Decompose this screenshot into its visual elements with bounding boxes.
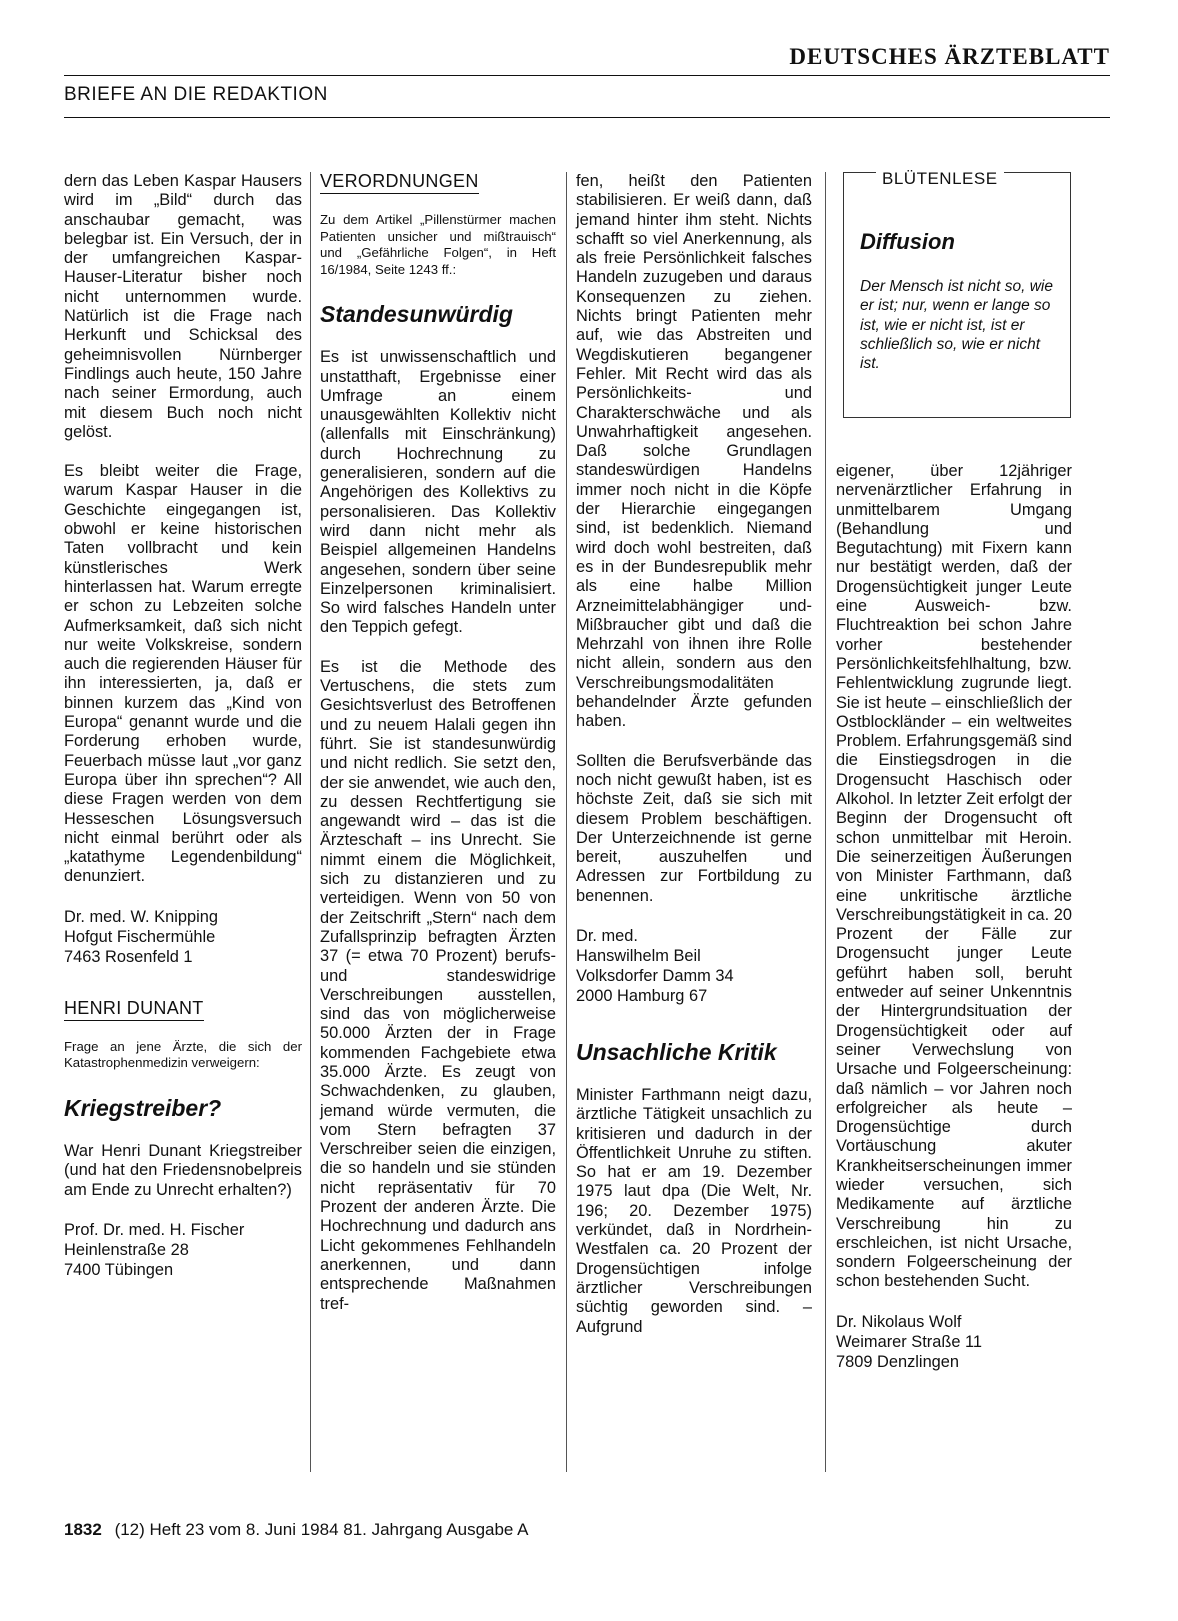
- issue-info: (12) Heft 23 vom 8. Juni 1984 81. Jahrgang Ausgabe A: [114, 1520, 529, 1539]
- signature-line: Prof. Dr. med. H. Fischer: [64, 1220, 245, 1239]
- signature-line: Hofgut Fischermühle: [64, 927, 216, 946]
- paragraph: Es bleibt weiter die Frage, warum Kaspar Hauser in die Geschichte eingegangen ist, obwohl er keine historischen Taten vollbracht und kein künstlerisches Werk hinterlassen hat. Warum erregte er schon zu Lebzeiten solche Aufmerksamkeit, daß sich nicht nur weite Volkskreise, sondern auch die regierenden Häuser für ihn interessierten, ja, daß er binnen kurzem das „Kind von Europa“ genannt wurde und die Forderung erhoben wurde, Feuerbach müsse laut „vor ganz Europa über ihn sprechen“? All diese Fragen werden von dem Hesseschen Lösungsversuch nicht einmal berührt oder als „katathyme Legendenbildung“ denunziert.: [64, 462, 302, 886]
- section-title: BRIEFE AN DIE REDAKTION: [64, 84, 328, 105]
- masthead-rule: [64, 75, 1110, 76]
- column-2: [320, 172, 556, 1334]
- signature-line: Dr. med.: [576, 926, 638, 945]
- signature-line: Dr. Nikolaus Wolf: [836, 1312, 962, 1331]
- signature-line: Hanswilhelm Beil: [576, 946, 701, 965]
- page-footer: [64, 1520, 529, 1540]
- paragraph: War Henri Dunant Kriegstreiber (und hat den Friedensnobelpreis am Ende zu Unrecht erhalten?): [64, 1141, 302, 1199]
- section-rule: [64, 117, 1110, 118]
- signature-line: Weimarer Straße 11: [836, 1332, 983, 1351]
- signature-line: Dr. med. W. Knipping: [64, 907, 218, 926]
- signature-line: 2000 Hamburg 67: [576, 986, 708, 1005]
- paragraph: dern das Leben Kaspar Hausers wird im „Bild“ durch das anschaubar gemacht, was belegbar ist. Ein Versuch, der in der umfangreichen Kaspar-Hauser-Literatur bisher noch nicht unternommen wurde. Natürlich ist die Frage nach Herkunft und Schicksal des geheimnisvollen Nürnberger Findlings auch heute, 150 Jahre nach seiner Ermordung, auch mit diesem Buch noch nicht gelöst.: [64, 172, 302, 441]
- signature-line: Heinlenstraße 28: [64, 1240, 189, 1259]
- signature: [836, 1312, 1072, 1372]
- signature: [64, 907, 302, 967]
- masthead: DEUTSCHES ÄRZTEBLATT: [789, 44, 1110, 69]
- box-quote: Der Mensch ist nicht so, wie er ist; nur, wenn er lange so ist, wie er nicht ist, ist er schließlich so, wie er nicht ist.: [860, 278, 1053, 373]
- box-headline: Diffusion: [860, 229, 955, 254]
- paragraph: eigener, über 12jähriger nervenärztlicher Erfahrung in unmittelbarem Umgang (Behandlung und Begutachtung) mit Fixern kann nur bestätigt werden, daß der Drogensüchtigkeit junger Leute eine Ausweich- bzw. Fluchtreaktion bei schon Jahre vorher bestehender Persönlichkeitsfehlhaltung, bzw. Fehlentwicklung zugrunde liegt. Sie ist heute – einschließlich der Ostblockländer – ein weltweites Problem. Erfahrungsgemäß sind die Einstiegsdrogen in die Drogensucht Haschisch oder Alkohol. In letzter Zeit erfolgt der Beginn der Drogensucht oft schon unmittelbar mit Heroin. Die seinerzeitigen Äußerungen von Minister Farthmann, daß eine unkritische ärztliche Verschreibungstätigkeit in ca. 20 Prozent der Fälle zur Drogensucht junger Leute geführt haben soll, beruht entweder auf seiner Unkenntnis der Hintergrundsituation der Drogensüchtigkeit oder auf seiner Verwechslung von Ursache und Folgeerscheinung: daß nämlich – vor Jahren noch erfolgreicher als heute – Drogensüchtige durch Vortäuschung akuter Krankheitserscheinungen immer wieder versuchen, sich Medikamente auf ärztliche Verschreibung hin zu erschleichen, ist nicht Ursache, sondern Folgeerscheinung der schon bestehenden Sucht.: [836, 462, 1072, 1291]
- column-4: [836, 172, 1072, 1404]
- signature-line: 7463 Rosenfeld 1: [64, 947, 193, 966]
- letter-headline: Kriegstreiber?: [64, 1094, 222, 1121]
- signature: [576, 926, 812, 1006]
- section-kicker: VERORDNUNGEN: [320, 172, 479, 194]
- signature-line: Volksdorfer Damm 34: [576, 966, 734, 985]
- letter-headline: Unsachliche Kritik: [576, 1038, 777, 1065]
- letter-intro: Frage an jene Ärzte, die sich der Katastrophenmedizin verweigern:: [64, 1038, 302, 1071]
- paragraph: Minister Farthmann neigt dazu, ärztliche Tätigkeit unsachlich zu kritisieren und dadurch in der Öffentlichkeit Unruhe zu stiften. So hat er am 19. Dezember 1975 laut dpa (Die Welt, Nr. 196; 20. Dezember 1975) verkündet, daß in Nordrhein-Westfalen ca. 20 Prozent der Drogensüchtigen infolge ärztlicher Verschreibungen süchtig geworden sind. – Aufgrund: [576, 1085, 812, 1336]
- paragraph: Es ist unwissenschaftlich und unstatthaft, Ergebnisse einer Umfrage an einem unausgewählten Kollektiv nicht (allenfalls mit Einschränkung) durch Hochrechnung zu generalisieren, sondern auf die Angehörigen des Kollektivs zu personalisieren. Das Kollektiv wird dann nicht mehr als Beispiel allgemeinen Handelns angesehen, sondern über seine Einzelpersonen kriminalisiert. So wird falsches Handeln unter den Teppich gefegt.: [320, 348, 556, 637]
- column-rule-1: [310, 172, 311, 1472]
- column-1: [64, 172, 302, 1312]
- column-rule-2: [566, 172, 567, 1472]
- paragraph: fen, heißt den Patienten stabilisieren. Er weiß dann, daß jemand hinter ihm steht. Nichts schafft so viel Anerkennung, als als freie Persönlichkeit falsches Handeln zuzugeben und daraus Konsequenzen zu ziehen. Nichts bringt Patienten mehr auf, wie das Abstreiten und Wegdiskutieren begangener Fehler. Mit Recht wird das als Persönlichkeits- und Charakterschwäche und als Unwahrhaftigkeit angesehen. Daß solche Grundlagen standeswürdigen Handelns immer noch nicht in die Köpfe der Hierarchie eingegangen sind, ist bedenklich. Niemand wird doch wohl bestreiten, daß es in der Bundesrepublik mehr als eine halbe Million Arzneimittelabhängiger und-Mißbraucher gibt und daß die Mehrzahl von ihnen ihre Rolle nicht allein, sondern aus den Verschreibungsmodalitäten behandelnder Ärzte gefunden haben.: [576, 172, 812, 731]
- letter-intro: Zu dem Artikel „Pillenstürmer machen Patienten unsicher und mißtrauisch“ und „Gefährliche Folgen“, in Heft 16/1984, Seite 1243 ff.:: [320, 212, 556, 277]
- paragraph: Sollten die Berufsverbände das noch nicht gewußt haben, ist es höchste Zeit, daß sie sich mit diesem Problem beschäftigen. Der Unterzeichnende ist gerne bereit, auszuhelfen und Adressen zur Fortbildung zu benennen.: [576, 751, 812, 905]
- paragraph: Es ist die Methode des Vertuschens, die stets zum Gesichtsverlust des Betroffenen und zu neuem Halali gegen ihn führt. Sie ist standesunwürdig und nicht redlich. Sie setzt den, der sie anwendet, wie auch den, zu dessen Rechtfertigung sie angewandt wird – das ist die Ärzteschaft – ins Unrecht. Sie nimmt einem die Möglichkeit, sich zu distanzieren und zu verteidigen. Wenn von 50 von der Zeitschrift „Stern“ nach dem Zufallsprinzip befragten Ärzten 37 (= etwa 70 Prozent) berufs- und standeswidrige Verschreibungen ausstellen, sind das von möglicherweise 50.000 Ärzten der in Frage kommenden Fachgebiete etwa 35.000 Ärzte. Es zeugt von Schwachdenken, zu glauben, jemand würde vermuten, die vom Stern befragten 37 Verschreiber seien die einzigen, die so handeln und sie stünden nicht repräsentativ für 70 Prozent der anderen Ärzte. Die Hochrechnung und dadurch ans Licht gekommenes Fehlhandeln anerkennen, und dann entsprechende Maßnahmen tref-: [320, 657, 556, 1313]
- page-number: 1832: [64, 1520, 102, 1539]
- signature-line: 7809 Denzlingen: [836, 1352, 960, 1371]
- letter-headline: Standesunwürdig: [320, 301, 513, 328]
- signature-line: 7400 Tübingen: [64, 1260, 174, 1279]
- box-label: BLÜTENLESE: [876, 169, 1004, 189]
- signature: [64, 1220, 302, 1280]
- column-rule-3: [825, 172, 826, 1472]
- section-kicker: HENRI DUNANT: [64, 999, 204, 1021]
- column-3: [576, 172, 812, 1357]
